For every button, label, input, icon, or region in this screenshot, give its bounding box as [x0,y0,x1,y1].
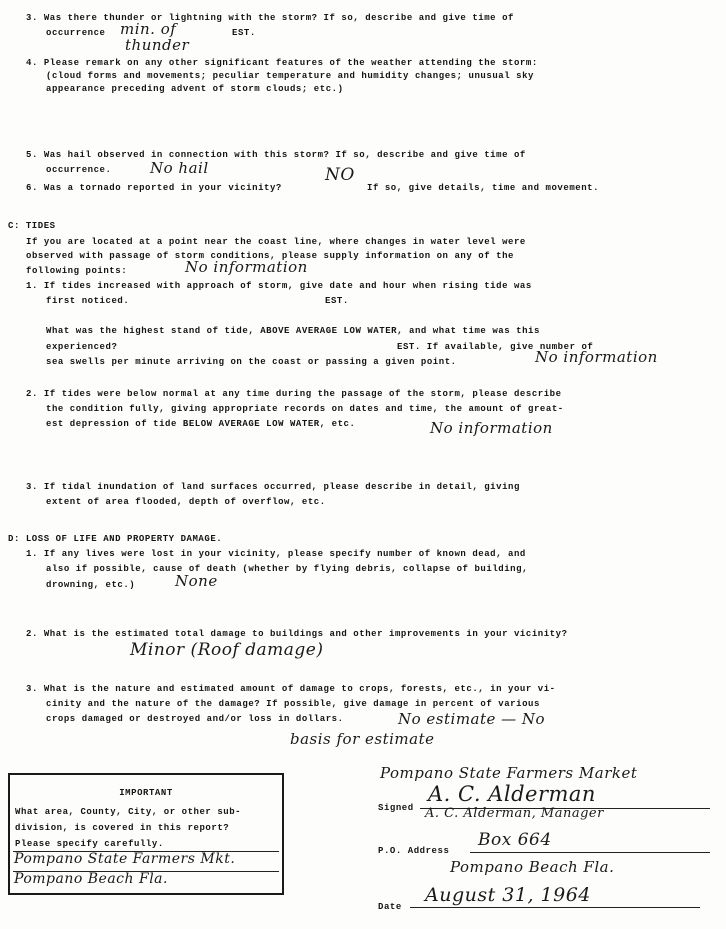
tides-intro-line3: following points: [26,266,128,276]
loss-q1-answer: None [175,572,218,590]
date-value: August 31, 1964 [425,884,591,906]
important-line1: What area, County, City, or other sub- [15,807,242,817]
q5-hail-line2: occurrence. [46,165,112,175]
signature-handwritten: A. C. Alderman [428,782,596,806]
q4-weather-line2: (cloud forms and movements; peculiar temperature and humidity changes; unusual sky [46,71,534,81]
po-address-underline [470,852,710,853]
important-line2: division, is covered in this report? [15,823,230,833]
loss-q3-line3: crops damaged or destroyed and/or loss in dollars. [46,714,344,724]
loss-q3-answer-2: basis for estimate [290,730,435,748]
q3-thunder-est: EST. [232,28,256,38]
tides-q1-sub-line2: experienced? [46,342,118,352]
loss-q1-line1: 1. If any lives were lost in your vicinity, please specify number of known dead, and [26,549,526,559]
po-address-value: Box 664 [478,830,552,850]
signature-name-title: A. C. Alderman, Manager [425,806,604,821]
section-c-heading: C: TIDES [8,221,56,231]
tides-q1-sub-line2b: EST. If available, give number of [397,342,594,352]
tides-q1-line2: first noticed. [46,296,130,306]
date-label: Date [378,902,402,912]
tides-intro-line1: If you are located at a point near the coast line, where changes in water level were [26,237,526,247]
q5-hail-answer: No hail [150,159,209,177]
po-address-label: P.O. Address [378,846,450,856]
date-underline [410,907,700,908]
q4-weather-line1: 4. Please remark on any other significant features of the weather attending the storm: [26,58,538,68]
important-title: IMPORTANT [119,788,173,798]
loss-q1-line2: also if possible, cause of death (whether by flying debris, collapse of building, [46,564,529,574]
q3-thunder-answer-1: min. of [120,20,177,38]
loss-q2-answer: Minor (Roof damage) [130,640,324,660]
tides-intro-line2: observed with passage of storm conditions, please supply information on any of the [26,251,514,261]
important-answer-2: Pompano Beach Fla. [14,871,168,887]
tides-q2-line2: the condition fully, giving appropriate records on dates and time, the amount of great- [46,404,564,414]
tides-q2-line1: 2. If tides were below normal at any time during the passage of the storm, please describe [26,389,562,399]
tides-q2-answer: No information [430,419,553,437]
q3-thunder-line2: occurrence [46,28,106,38]
signature-org: Pompano State Farmers Market [380,764,638,782]
tides-q3-line1: 3. If tidal inundation of land surfaces occurred, please describe in detail, giving [26,482,520,492]
signed-label: Signed [378,803,414,813]
tides-q1-answer: No information [535,348,658,366]
loss-q3-line1: 3. What is the nature and estimated amount of damage to crops, forests, etc., in your vi- [26,684,556,694]
loss-q3-line2: cinity and the nature of the damage? If possible, give damage in percent of various [46,699,540,709]
tides-q1-sub-line1: What was the highest stand of tide, ABOVE AVERAGE LOW WATER, and what time was this [46,326,540,336]
loss-q1-line3: drowning, etc.) [46,580,136,590]
q3-thunder-answer-2: thunder [125,36,190,54]
tides-q1-est: EST. [325,296,349,306]
q5-hail-line1: 5. Was hail observed in connection with this storm? If so, describe and give time of [26,150,526,160]
tides-q3-line2: extent of area flooded, depth of overflow, etc. [46,497,326,507]
tides-q1-sub-line3: sea swells per minute arriving on the coast or passing a given point. [46,357,457,367]
q6-tornado-line1b: If so, give details, time and movement. [367,183,600,193]
q6-tornado-line1: 6. Was a tornado reported in your vicinity? [26,183,282,193]
q4-weather-line3: appearance preceding advent of storm clouds; etc.) [46,84,344,94]
tides-intro-answer: No information [185,258,308,276]
section-d-heading: D: LOSS OF LIFE AND PROPERTY DAMAGE. [8,534,223,544]
q3-thunder-line1: 3. Was there thunder or lightning with the storm? If so, describe and give time of [26,13,514,23]
important-answer-1: Pompano State Farmers Mkt. [14,851,236,867]
loss-q3-answer-1: No estimate — No [398,710,546,728]
tides-q1-line1: 1. If tides increased with approach of storm, give date and hour when rising tide was [26,281,532,291]
important-line3: Please specify carefully. [15,839,164,849]
po-address-city: Pompano Beach Fla. [450,858,615,876]
q6-tornado-answer: NO [325,165,355,185]
important-box [8,773,284,895]
tides-q2-line3: est depression of tide BELOW AVERAGE LOW WATER, etc. [46,419,356,429]
loss-q2-line1: 2. What is the estimated total damage to buildings and other improvements in your vicinity? [26,629,568,639]
